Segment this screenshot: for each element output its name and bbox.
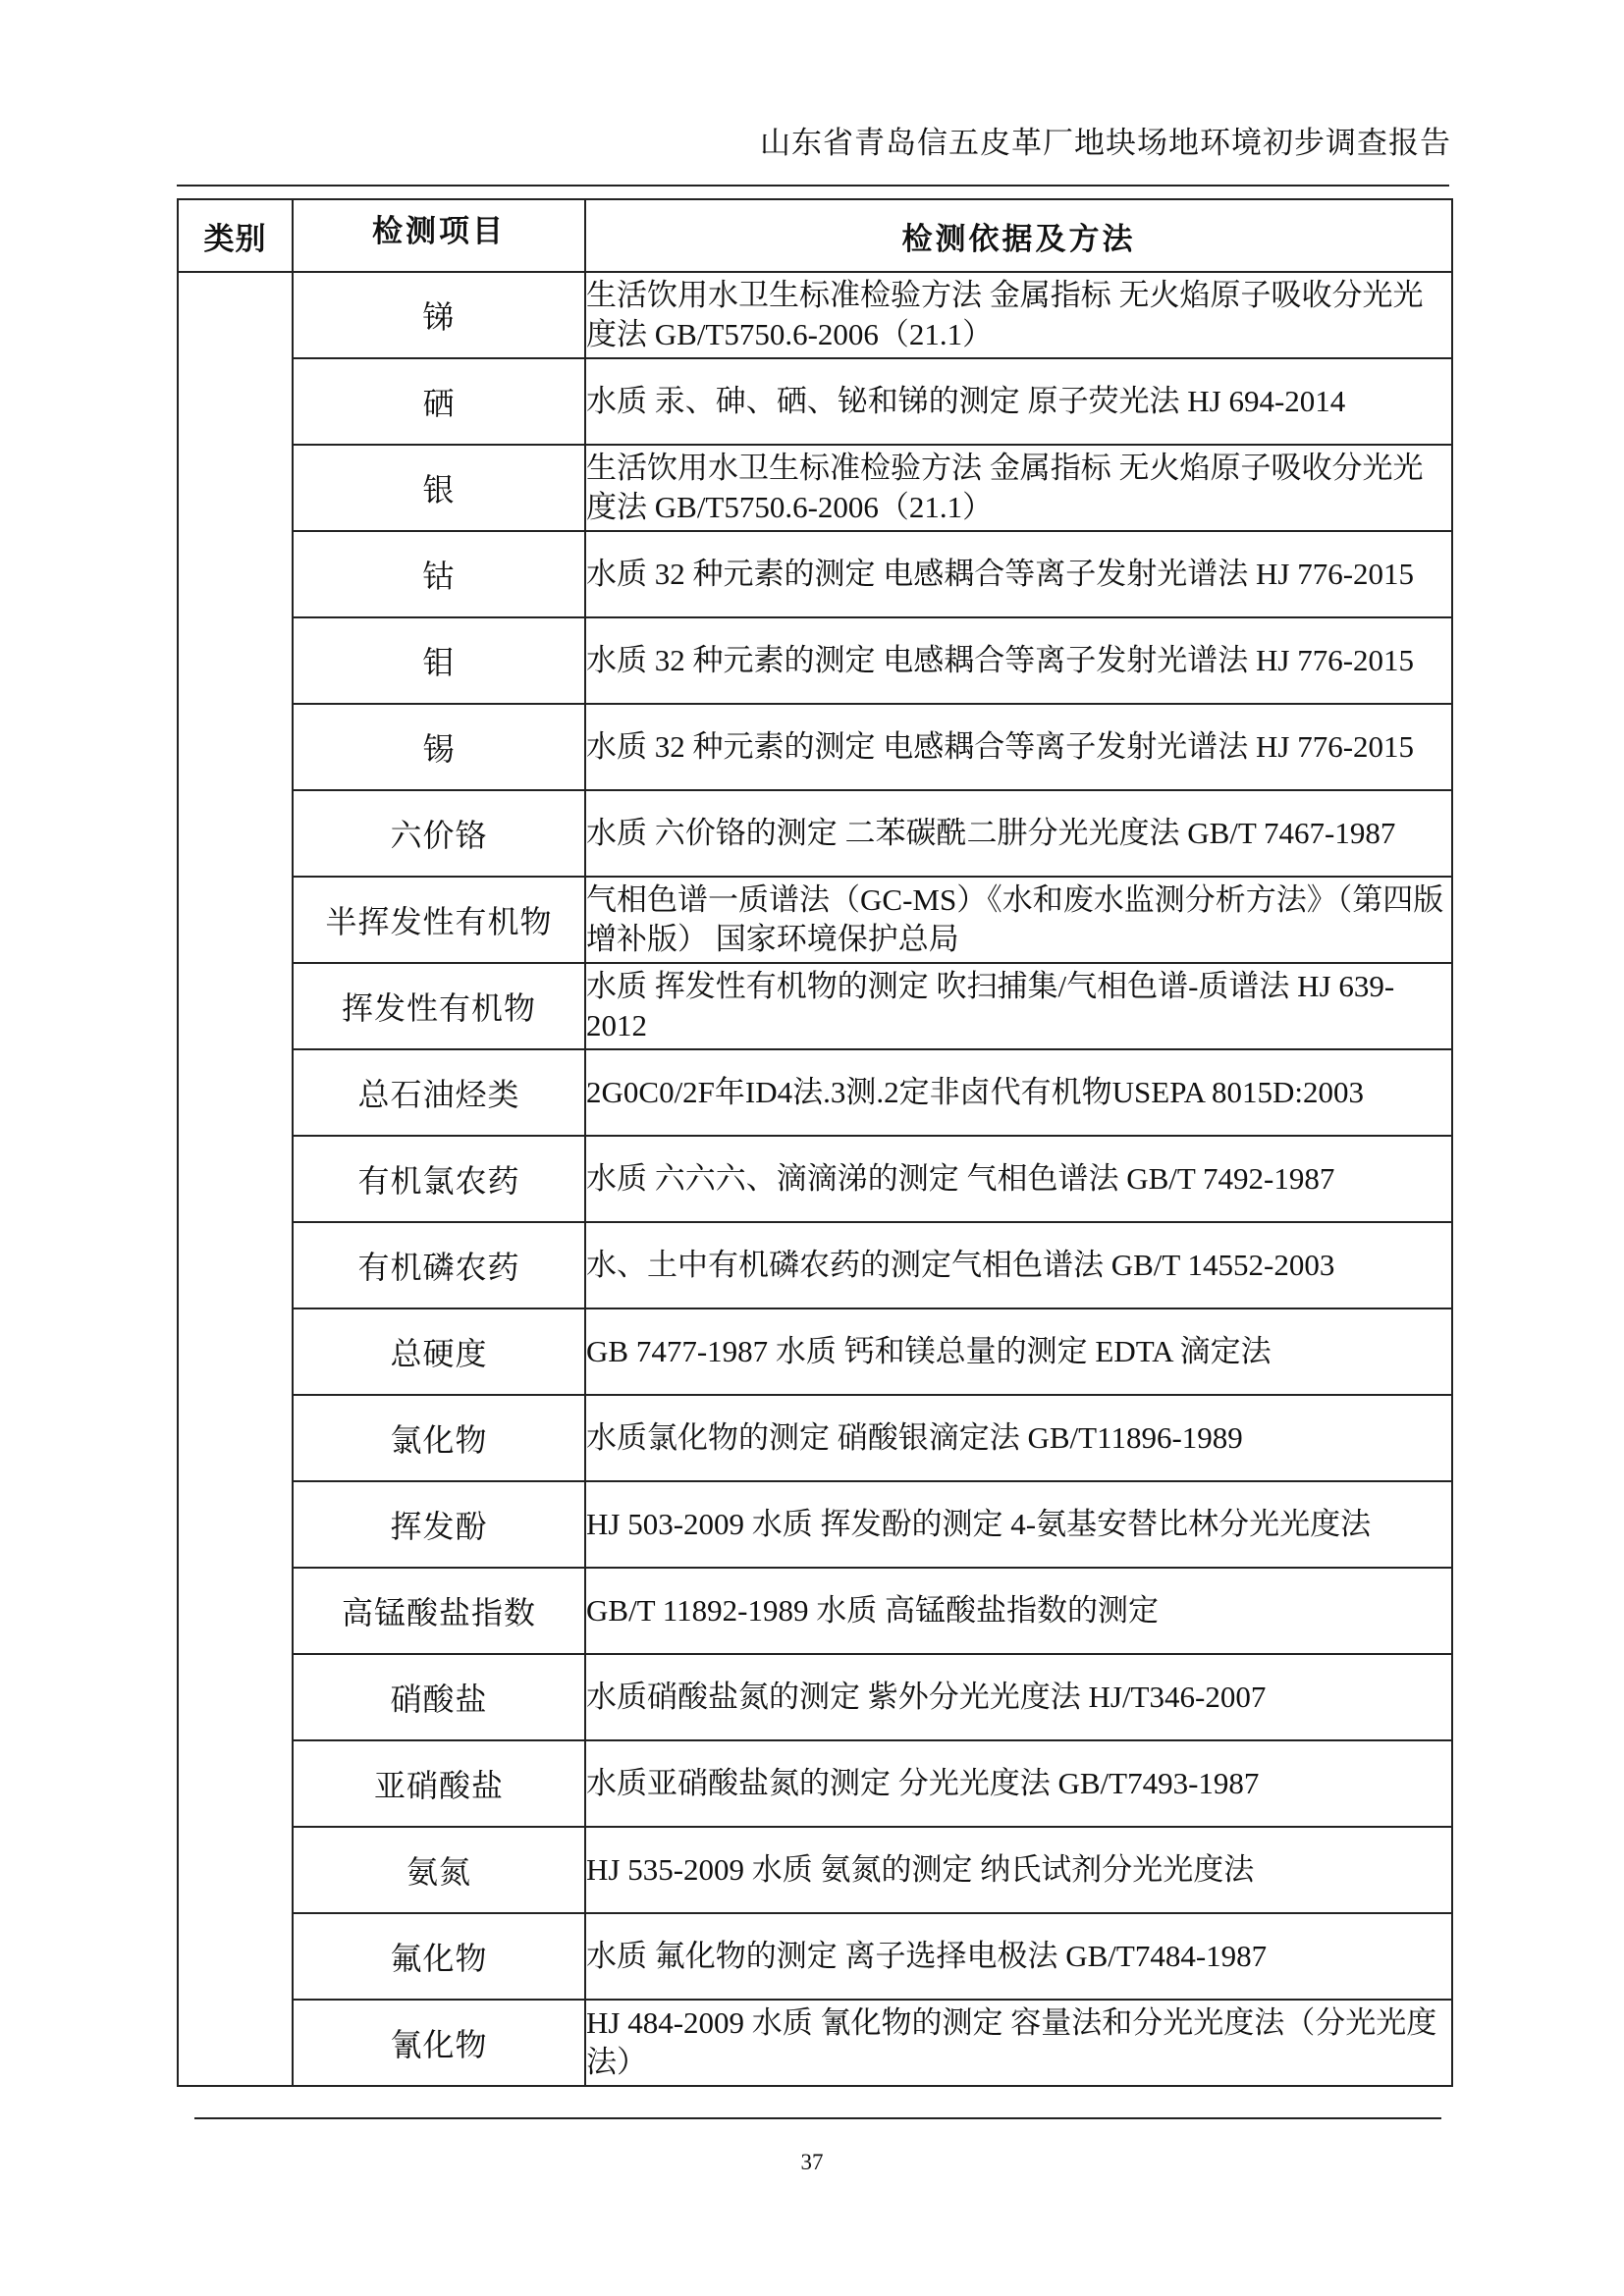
table-header	[178, 199, 1452, 272]
table-row	[178, 272, 1452, 358]
method-cell: 水质 挥发性有机物的测定 吹扫捕集/气相色谱-质谱法 HJ 639-2012	[585, 963, 1452, 1049]
item-cell: 氯化物	[293, 1395, 585, 1481]
item-cell: 硝酸盐	[293, 1654, 585, 1740]
table-row	[178, 1308, 1452, 1395]
item-cell: 总硬度	[293, 1308, 585, 1395]
method-cell: HJ 535-2009 水质 氨氮的测定 纳氏试剂分光光度法	[585, 1827, 1452, 1913]
method-cell: GB/T 11892-1989 水质 高锰酸盐指数的测定	[585, 1568, 1452, 1654]
item-cell: 锑	[293, 272, 585, 358]
item-cell: 亚硝酸盐	[293, 1740, 585, 1827]
method-cell: 水质 32 种元素的测定 电感耦合等离子发射光谱法 HJ 776-2015	[585, 617, 1452, 704]
method-cell: GB 7477-1987 水质 钙和镁总量的测定 EDTA 滴定法	[585, 1308, 1452, 1395]
table-row	[178, 1913, 1452, 2000]
table-row	[178, 1136, 1452, 1222]
table-row	[178, 704, 1452, 790]
method-cell: HJ 484-2009 水质 氰化物的测定 容量法和分光光度法（分光光度法）	[585, 2000, 1452, 2086]
page-number: 37	[800, 2150, 824, 2174]
column-header-method: 检测依据及方法	[585, 199, 1452, 272]
table-row	[178, 445, 1452, 531]
column-header-item: 检测项目	[293, 199, 585, 272]
item-cell: 有机氯农药	[293, 1136, 585, 1222]
item-cell: 六价铬	[293, 790, 585, 877]
table-row	[178, 531, 1452, 617]
method-cell: 水质 六六六、滴滴涕的测定 气相色谱法 GB/T 7492-1987	[585, 1136, 1452, 1222]
table-row	[178, 1568, 1452, 1654]
method-cell: 气相色谱一质谱法（GC-MS）《水和废水监测分析方法》（第四版增补版） 国家环境保护总局	[585, 877, 1452, 963]
item-cell: 钼	[293, 617, 585, 704]
table-row	[178, 877, 1452, 963]
table-header-row	[178, 199, 1452, 272]
method-cell: 2G0C0/2F年ID4法.3测.2定非卤代有机物USEPA 8015D:2003	[585, 1049, 1452, 1136]
item-cell: 半挥发性有机物	[293, 877, 585, 963]
method-cell: HJ 503-2009 水质 挥发酚的测定 4-氨基安替比林分光光度法	[585, 1481, 1452, 1568]
item-cell: 总石油烃类	[293, 1049, 585, 1136]
footer-rule	[194, 2117, 1441, 2119]
method-cell: 水质亚硝酸盐氮的测定 分光光度法 GB/T7493-1987	[585, 1740, 1452, 1827]
item-cell: 锡	[293, 704, 585, 790]
item-cell: 高锰酸盐指数	[293, 1568, 585, 1654]
item-cell: 挥发性有机物	[293, 963, 585, 1049]
table-row	[178, 1654, 1452, 1740]
method-cell: 生活饮用水卫生标准检验方法 金属指标 无火焰原子吸收分光光度法 GB/T5750.6-2006（21.1）	[585, 272, 1452, 358]
method-cell: 生活饮用水卫生标准检验方法 金属指标 无火焰原子吸收分光光度法 GB/T5750.6-2006（21.1）	[585, 445, 1452, 531]
document-header-title: 山东省青岛信五皮革厂地块场地环境初步调查报告	[760, 126, 1451, 160]
table-row	[178, 1481, 1452, 1568]
method-cell: 水质 32 种元素的测定 电感耦合等离子发射光谱法 HJ 776-2015	[585, 531, 1452, 617]
item-cell: 钴	[293, 531, 585, 617]
method-cell: 水质氯化物的测定 硝酸银滴定法 GB/T11896-1989	[585, 1395, 1452, 1481]
method-cell: 水质 六价铬的测定 二苯碳酰二肼分光光度法 GB/T 7467-1987	[585, 790, 1452, 877]
method-cell: 水、土中有机磷农药的测定气相色谱法 GB/T 14552-2003	[585, 1222, 1452, 1308]
item-cell: 银	[293, 445, 585, 531]
method-cell: 水质 汞、砷、硒、铋和锑的测定 原子荧光法 HJ 694-2014	[585, 358, 1452, 445]
item-cell: 氨氮	[293, 1827, 585, 1913]
table-body	[178, 272, 1452, 2086]
method-cell: 水质 32 种元素的测定 电感耦合等离子发射光谱法 HJ 776-2015	[585, 704, 1452, 790]
item-cell: 硒	[293, 358, 585, 445]
table-row	[178, 2000, 1452, 2086]
table-row	[178, 790, 1452, 877]
column-header-category: 类别	[178, 199, 293, 272]
table-row	[178, 1222, 1452, 1308]
item-cell: 有机磷农药	[293, 1222, 585, 1308]
header-rule	[177, 185, 1449, 187]
item-cell: 挥发酚	[293, 1481, 585, 1568]
table-row	[178, 617, 1452, 704]
table-row	[178, 1395, 1452, 1481]
category-cell	[178, 272, 293, 2086]
detection-methods-table	[177, 198, 1453, 2087]
item-cell: 氟化物	[293, 1913, 585, 2000]
method-cell: 水质 氟化物的测定 离子选择电极法 GB/T7484-1987	[585, 1913, 1452, 2000]
table-row	[178, 358, 1452, 445]
method-cell: 水质硝酸盐氮的测定 紫外分光光度法 HJ/T346-2007	[585, 1654, 1452, 1740]
item-cell: 氰化物	[293, 2000, 585, 2086]
table-row	[178, 1740, 1452, 1827]
table-row	[178, 963, 1452, 1049]
table-row	[178, 1049, 1452, 1136]
table-row	[178, 1827, 1452, 1913]
